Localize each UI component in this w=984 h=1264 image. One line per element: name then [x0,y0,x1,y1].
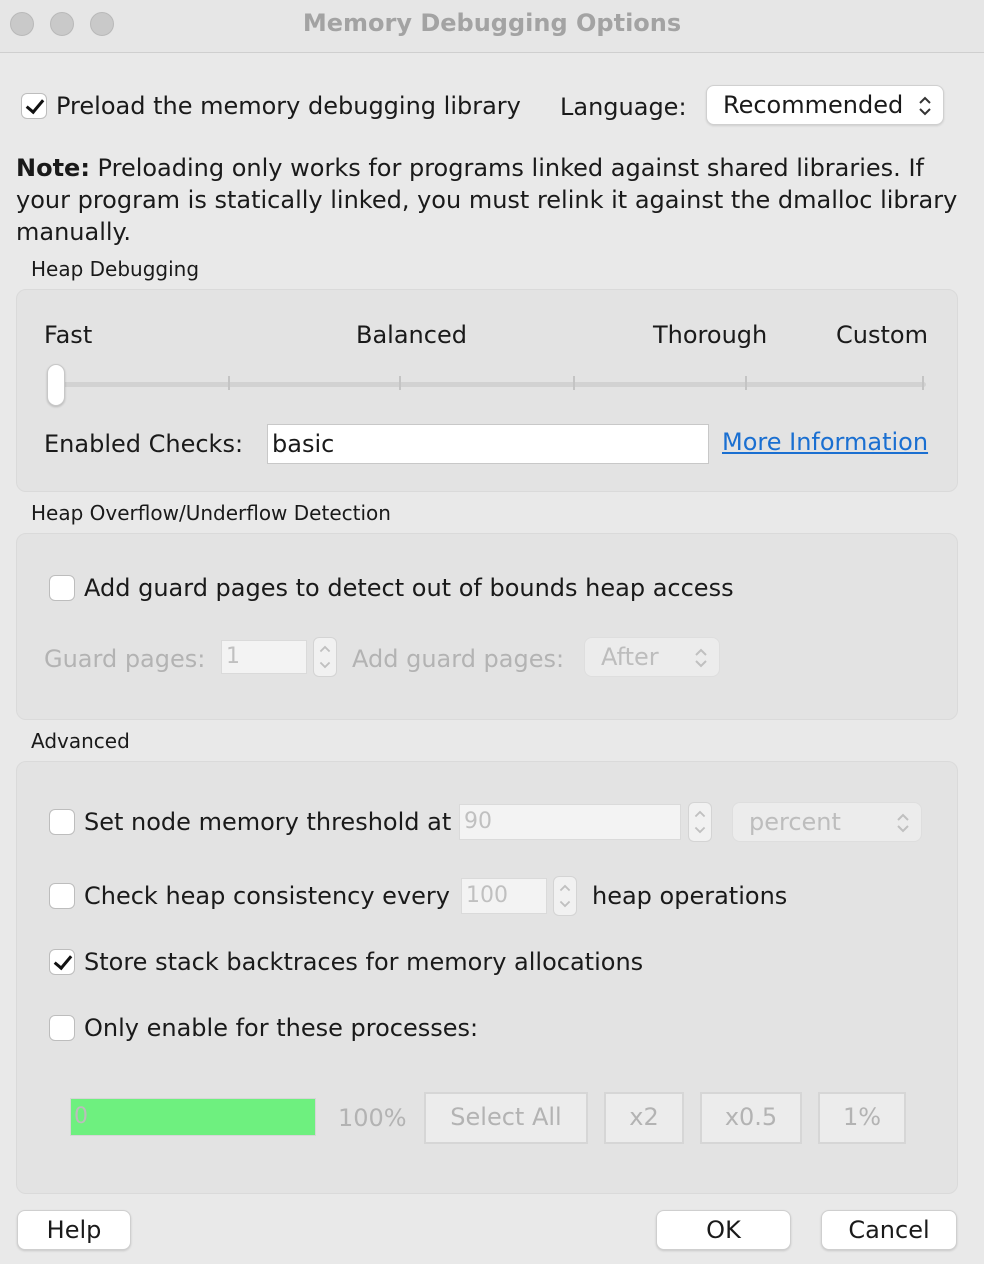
threshold-unit-select[interactable] [732,802,922,842]
slider-tick [573,376,575,390]
level-thorough-label: Thorough [653,321,768,349]
progress-percent-label: 100% [338,1104,407,1132]
window-title: Memory Debugging Options [302,9,682,37]
note-text [16,152,966,248]
slider-tick [228,376,230,390]
guard-pages-field[interactable]: 1 [221,640,307,674]
consistency-label: Check heap consistency every [84,882,450,910]
threshold-label: Set node memory threshold at [84,808,452,836]
stepper-arrows-icon [689,803,711,841]
language-label: Language: [560,93,687,121]
advanced-heading: Advanced [31,729,130,753]
overflow-heading: Heap Overflow/Underflow Detection [31,501,391,525]
level-fast-label: Fast [44,321,93,349]
add-guard-pages-value: After [601,643,659,671]
preload-checkbox[interactable] [21,93,47,119]
processes-label: Only enable for these processes: [84,1014,479,1042]
consistency-stepper[interactable] [553,876,577,916]
debug-level-slider-track[interactable] [56,382,926,387]
language-select-value: Recommended [723,91,904,119]
stepper-arrows-icon [314,638,336,676]
threshold-field[interactable]: 90 [459,804,681,840]
add-guard-pages-select[interactable] [584,637,720,677]
enabled-checks-label: Enabled Checks: [44,430,244,458]
backtrace-label: Store stack backtraces for memory allocations [84,948,644,976]
threshold-checkbox[interactable] [49,809,75,835]
x0-5-button[interactable]: x0.5 [700,1092,802,1144]
guard-pages-checkbox-label: Add guard pages to detect out of bounds heap access [84,574,734,602]
consistency-checkbox[interactable] [49,883,75,909]
select-all-button[interactable]: Select All [424,1092,588,1144]
title-bar [0,0,984,53]
level-custom-label: Custom [836,321,928,349]
backtrace-checkbox[interactable] [49,949,75,975]
note-label: Note: [16,154,90,182]
level-balanced-label: Balanced [356,321,467,349]
threshold-unit-value: percent [749,808,841,836]
add-guard-pages-label: Add guard pages: [352,645,565,673]
chevron-updown-icon [917,94,933,118]
preload-label: Preload the memory debugging library [56,92,521,120]
slider-tick [922,376,924,390]
overflow-panel [16,533,958,720]
x2-button[interactable]: x2 [604,1092,684,1144]
consistency-field[interactable]: 100 [461,878,547,914]
threshold-stepper[interactable] [688,802,712,842]
help-button[interactable]: Help [17,1210,131,1250]
note-body: Preloading only works for programs linked against shared libraries. If your program is statically linked, you must relink it against the dmalloc library manually. [16,154,958,246]
guard-pages-stepper[interactable] [313,637,337,677]
one-percent-button[interactable]: 1% [818,1092,906,1144]
debug-level-slider-thumb[interactable] [47,364,65,406]
cancel-button[interactable]: Cancel [821,1210,957,1250]
chevron-updown-icon [693,646,709,670]
chevron-updown-icon [895,811,911,835]
guard-pages-label: Guard pages: [44,645,206,673]
process-progress-bar: 0 [70,1098,316,1136]
more-information-link[interactable]: More Information [722,428,929,456]
enabled-checks-field[interactable]: basic [267,424,709,464]
slider-tick [399,376,401,390]
guard-pages-checkbox[interactable] [49,575,75,601]
slider-tick [745,376,747,390]
stepper-arrows-icon [554,877,576,915]
ok-button[interactable]: OK [656,1210,791,1250]
consistency-suffix: heap operations [592,882,788,910]
language-select[interactable] [706,85,944,125]
heap-debugging-heading: Heap Debugging [31,257,200,281]
processes-checkbox[interactable] [49,1015,75,1041]
